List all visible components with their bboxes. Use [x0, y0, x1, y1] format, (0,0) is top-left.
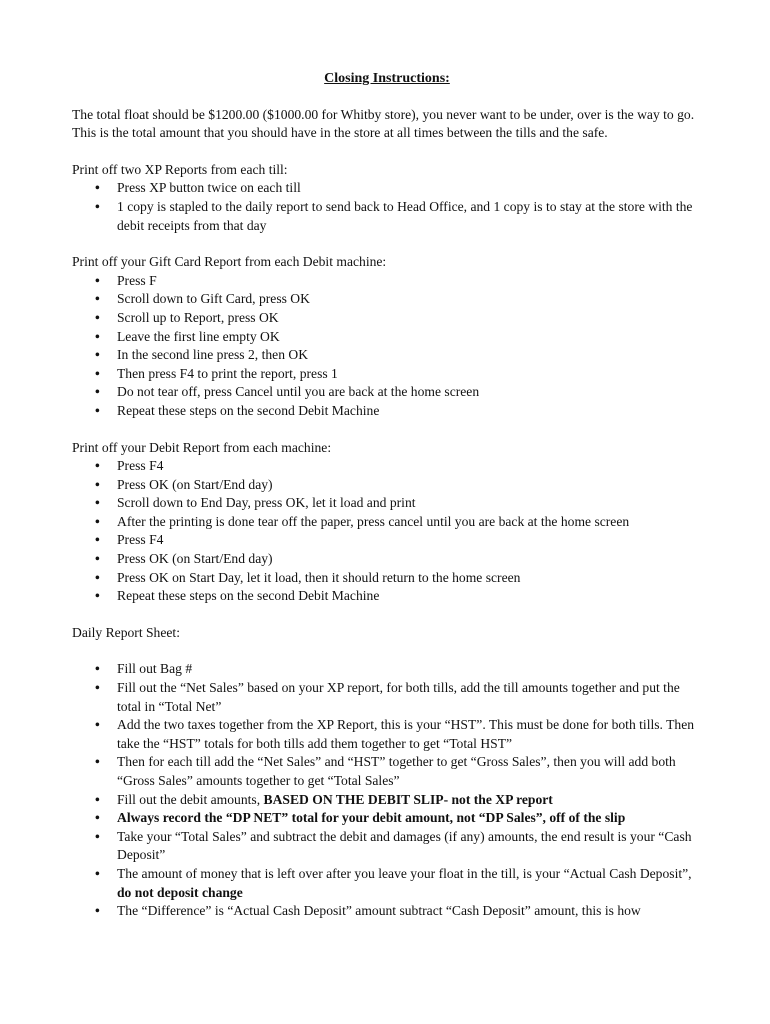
list-item: • Fill out Bag #: [117, 660, 702, 679]
list-item: • Press OK on Start Day, let it load, then it should return to the home screen: [117, 569, 702, 588]
gift-card-list: [72, 272, 702, 421]
daily-report-section: [72, 624, 702, 921]
list-item: [117, 791, 702, 810]
list-item: • In the second line press 2, then OK: [117, 346, 702, 365]
list-item: • Scroll down to Gift Card, press OK: [117, 290, 702, 309]
list-item: • Press XP button twice on each till: [117, 179, 702, 198]
document-title: Closing Instructions:: [324, 71, 450, 86]
list-item: • 1 copy is stapled to the daily report to send back to Head Office, and 1 copy is to stay at the store with the debit receipts from that day: [117, 198, 702, 235]
list-item: • Leave the first line empty OK: [117, 328, 702, 347]
list-item: • Then for each till add the “Net Sales” and “HST” together to get “Gross Sales”, then you will add both “Gross Sales” amounts together to get “Total Sales”: [117, 753, 702, 790]
debit-section: [72, 439, 702, 606]
list-item: [117, 865, 702, 902]
list-item: • Always record the “DP NET” total for your debit amount, not “DP Sales”, off of the slip: [117, 809, 702, 828]
daily-report-heading: Daily Report Sheet:: [72, 624, 180, 640]
intro-paragraph: The total float should be $1200.00 ($1000.00 for Whitby store), you never want to be under, over is the way to go. This is the total amount that you should have in the store at all times between the tills and the safe.: [72, 106, 695, 141]
debit-heading: Print off your Debit Report from each machine:: [72, 439, 332, 455]
list-item: • The “Difference” is “Actual Cash Deposit” amount subtract “Cash Deposit” amount, this is how: [117, 902, 702, 921]
list-item: • Take your “Total Sales” and subtract the debit and damages (if any) amounts, the end result is your “Cash Deposit”: [117, 828, 702, 865]
spacer: [72, 235, 702, 253]
list-item: • Then press F4 to print the report, press 1: [117, 365, 702, 384]
item-text: Fill out the debit amounts,: [117, 791, 264, 807]
gift-card-heading: Print off your Gift Card Report from each Debit machine:: [72, 254, 387, 270]
spacer: [72, 642, 702, 660]
list-item: • Press F4: [117, 457, 702, 476]
list-item: • Press OK (on Start/End day): [117, 550, 702, 569]
gift-card-section: [72, 253, 702, 420]
item-emphasis: do not deposit change: [117, 884, 243, 900]
list-item: • Do not tear off, press Cancel until you are back at the home screen: [117, 383, 702, 402]
xp-heading: Print off two XP Reports from each till:: [72, 161, 288, 177]
list-item: • Press OK (on Start/End day): [117, 476, 702, 495]
xp-list: [72, 179, 702, 235]
list-item: • Scroll down to End Day, press OK, let it load and print: [117, 494, 702, 513]
item-text: The amount of money that is left over after you leave your float in the till, is your “Actual Cash Deposit”,: [117, 865, 692, 881]
list-item: • Press F: [117, 272, 702, 291]
spacer: [72, 143, 702, 161]
list-item: • Repeat these steps on the second Debit Machine: [117, 587, 702, 606]
list-item: • After the printing is done tear off the paper, press cancel until you are back at the home screen: [117, 513, 702, 532]
list-item: • Press F4: [117, 531, 702, 550]
spacer: [72, 421, 702, 439]
spacer: [72, 606, 702, 624]
document-page: [72, 70, 702, 921]
list-item: • Add the two taxes together from the XP Report, this is your “HST”. This must be done for both tills. Then take the “HST” totals for both tills add them together to get “Total HST”: [117, 716, 702, 753]
xp-section: [72, 161, 702, 235]
list-item: • Fill out the “Net Sales” based on your XP report, for both tills, add the till amounts together and put the total in “Total Net”: [117, 679, 702, 716]
list-item: • Scroll up to Report, press OK: [117, 309, 702, 328]
debit-list: [72, 457, 702, 606]
list-item: • Repeat these steps on the second Debit Machine: [117, 402, 702, 421]
daily-report-list: [72, 660, 702, 920]
item-emphasis: BASED ON THE DEBIT SLIP- not the XP report: [263, 791, 553, 807]
